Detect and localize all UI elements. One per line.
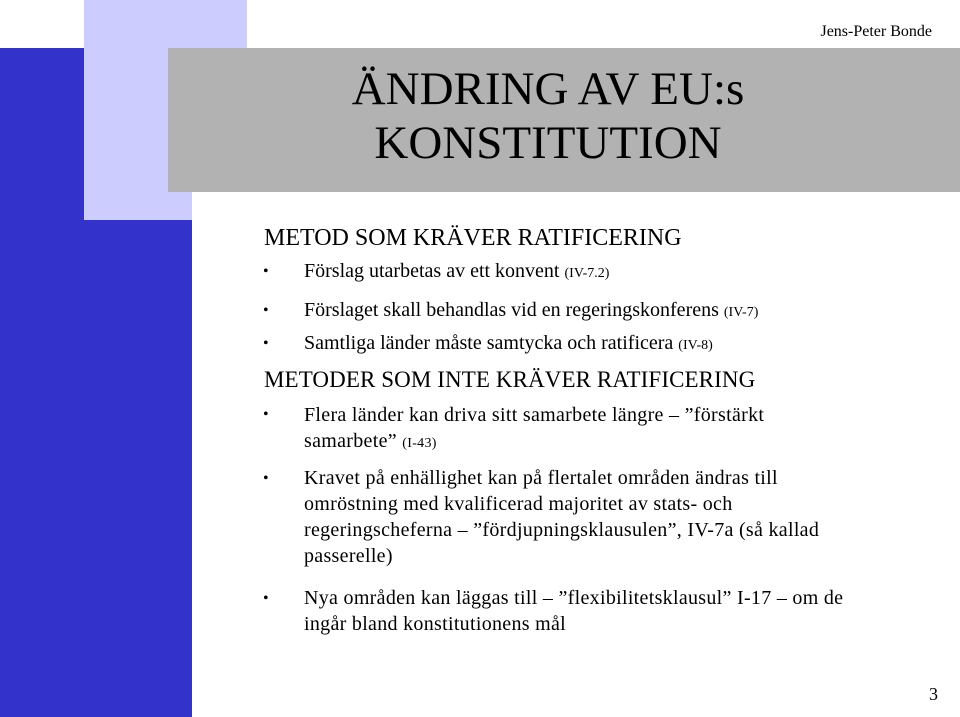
list-item-line: Nya områden kan läggas till – ”flexibilitetsklausul” I-17 – om de	[304, 587, 844, 609]
article-reference: (IV-7)	[723, 305, 759, 320]
title-line-1: ÄNDRING AV EU:s	[351, 63, 745, 115]
author-name: Jens-Peter Bonde	[820, 23, 932, 40]
list-item-line: Kravet på enhällighet kan på flertalet områden ändras till	[304, 467, 778, 489]
list-item	[304, 402, 944, 457]
list-item-line: regeringscheferna – ”fördjupningsklausulen”, IV-7a (så kallad	[304, 519, 820, 541]
article-reference: (IV-8)	[678, 338, 713, 353]
bullet-icon: •	[263, 470, 269, 487]
list-item-line: passerelle)	[304, 545, 393, 567]
list-item-text: Förslag utarbetas av ett konvent	[304, 260, 560, 282]
section-heading-ratification: METOD SOM KRÄVER RATIFICERING	[264, 225, 682, 251]
slide-title	[168, 62, 928, 170]
list-item-line: ingår bland konstitutionens mål	[304, 613, 567, 635]
page-number: 3	[929, 684, 938, 704]
list-item	[304, 585, 944, 637]
list-item-text: Samtliga länder måste samtycka och ratificera	[304, 332, 674, 354]
bullet-icon: •	[263, 263, 269, 280]
bullet-icon: •	[263, 590, 269, 607]
list-item-line: omröstning med kvalificerad majoritet av stats- och	[304, 493, 733, 515]
article-reference: (IV-7.2)	[564, 266, 610, 281]
list-item-line: Flera länder kan driva sitt samarbete längre – ”förstärkt	[304, 404, 765, 426]
list-item	[304, 258, 609, 287]
list-item-line	[304, 428, 944, 457]
list-item	[304, 330, 713, 359]
bullet-icon: •	[263, 302, 269, 319]
bullet-icon: •	[263, 335, 269, 352]
bullet-icon: •	[263, 406, 269, 423]
section-heading-no-ratification: METODER SOM INTE KRÄVER RATIFICERING	[264, 367, 756, 392]
list-item	[304, 465, 944, 569]
list-item-text: samarbete”	[304, 430, 397, 452]
list-item-text: Förslaget skall behandlas vid en regeringskonferens	[304, 299, 719, 321]
list-item	[304, 297, 758, 326]
article-reference: (I-43)	[402, 436, 437, 451]
title-line-2: KONSTITUTION	[374, 117, 722, 169]
